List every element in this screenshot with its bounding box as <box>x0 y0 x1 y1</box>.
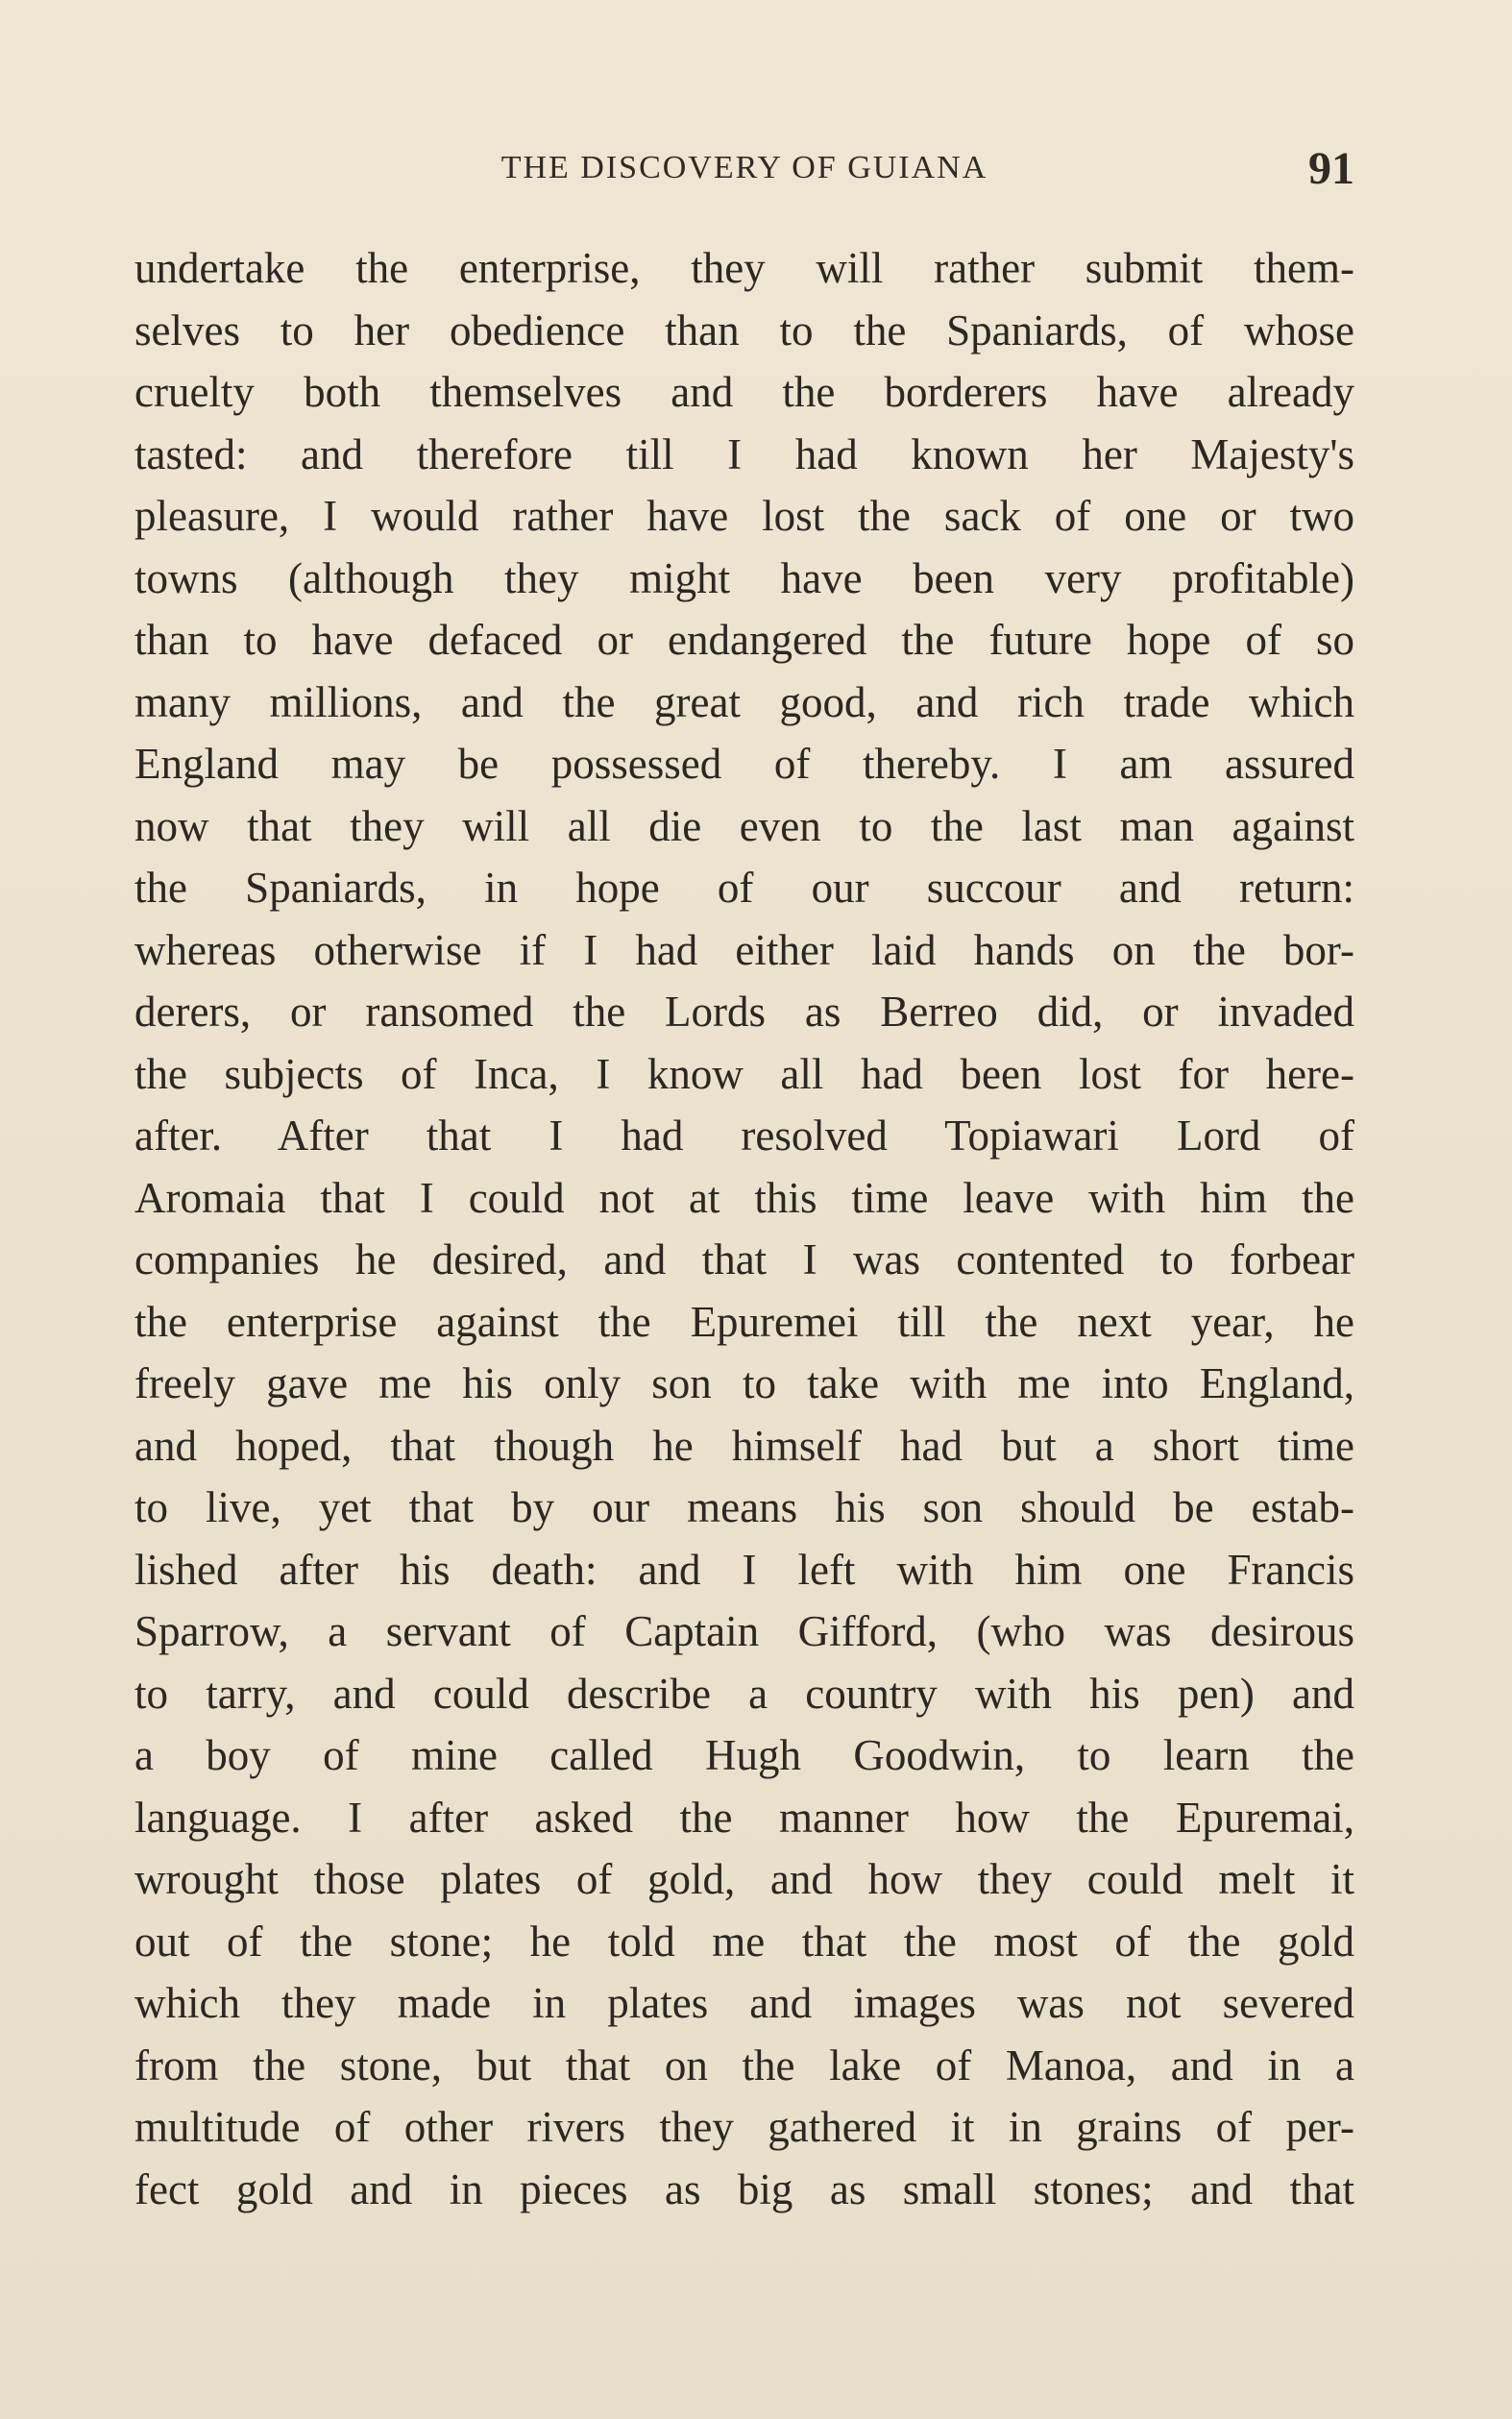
text-line: freely gave me his only son to take with me into England, <box>134 1359 1354 1407</box>
text-line: companies he desired, and that I was contented to forbear <box>134 1235 1354 1283</box>
text-line: selves to her obedience than to the Spaniards, of whose <box>134 305 1354 354</box>
text-line: the subjects of Inca, I know all had been lost for here- <box>134 1049 1354 1098</box>
text-line: and hoped, that though he himself had but a short time <box>134 1421 1354 1470</box>
text-line: now that they will all die even to the last man against <box>134 801 1354 850</box>
text-line: Sparrow, a servant of Captain Gifford, (who was desirous <box>134 1607 1354 1655</box>
body-text <box>134 237 1354 2220</box>
text-line: many millions, and the great good, and rich trade which <box>134 677 1354 726</box>
text-line: England may be possessed of thereby. I am assured <box>134 740 1354 788</box>
page-number: 91 <box>1308 143 1354 194</box>
text-line: from the stone, but that on the lake of Manoa, and in a <box>134 2040 1354 2089</box>
text-line: pleasure, I would rather have lost the sack of one or two <box>134 492 1354 540</box>
running-head <box>134 142 1354 200</box>
text-line: whereas otherwise if I had either laid hands on the bor- <box>134 925 1354 974</box>
text-line: fect gold and in pieces as big as small stones; and that <box>134 2164 1354 2213</box>
text-line: which they made in plates and images was not severed <box>134 1979 1354 2027</box>
text-line: Aromaia that I could not at this time leave with him the <box>134 1173 1354 1222</box>
text-line: derers, or ransomed the Lords as Berreo did, or invaded <box>134 988 1354 1036</box>
text-line: lished after his death: and I left with him one Francis <box>134 1545 1354 1594</box>
running-title: THE DISCOVERY OF GUIANA <box>500 150 988 185</box>
text-line: cruelty both themselves and the borderers have already <box>134 368 1354 416</box>
text-line: towns (although they might have been very profitable) <box>134 553 1354 602</box>
text-line: a boy of mine called Hugh Goodwin, to learn the <box>134 1731 1354 1779</box>
text-line: than to have defaced or endangered the future hope of so <box>134 616 1354 664</box>
text-line: wrought those plates of gold, and how they could melt it <box>134 1855 1354 1903</box>
text-line: undertake the enterprise, they will rather submit them- <box>134 244 1354 292</box>
text-line: multitude of other rivers they gathered it in grains of per- <box>134 2103 1354 2151</box>
text-line: to tarry, and could describe a country with his pen) and <box>134 1669 1354 1718</box>
text-line: after. After that I had resolved Topiawari Lord of <box>134 1112 1354 1160</box>
text-line: out of the stone; he told me that the most of the gold <box>134 1917 1354 1966</box>
text-line: tasted: and therefore till I had known her Majesty's <box>134 429 1354 478</box>
text-line: language. I after asked the manner how the Epuremai, <box>134 1793 1354 1842</box>
text-line: the Spaniards, in hope of our succour and return: <box>134 864 1354 912</box>
text-line: the enterprise against the Epuremei till the next year, he <box>134 1297 1354 1346</box>
text-line: to live, yet that by our means his son should be estab- <box>134 1483 1354 1531</box>
